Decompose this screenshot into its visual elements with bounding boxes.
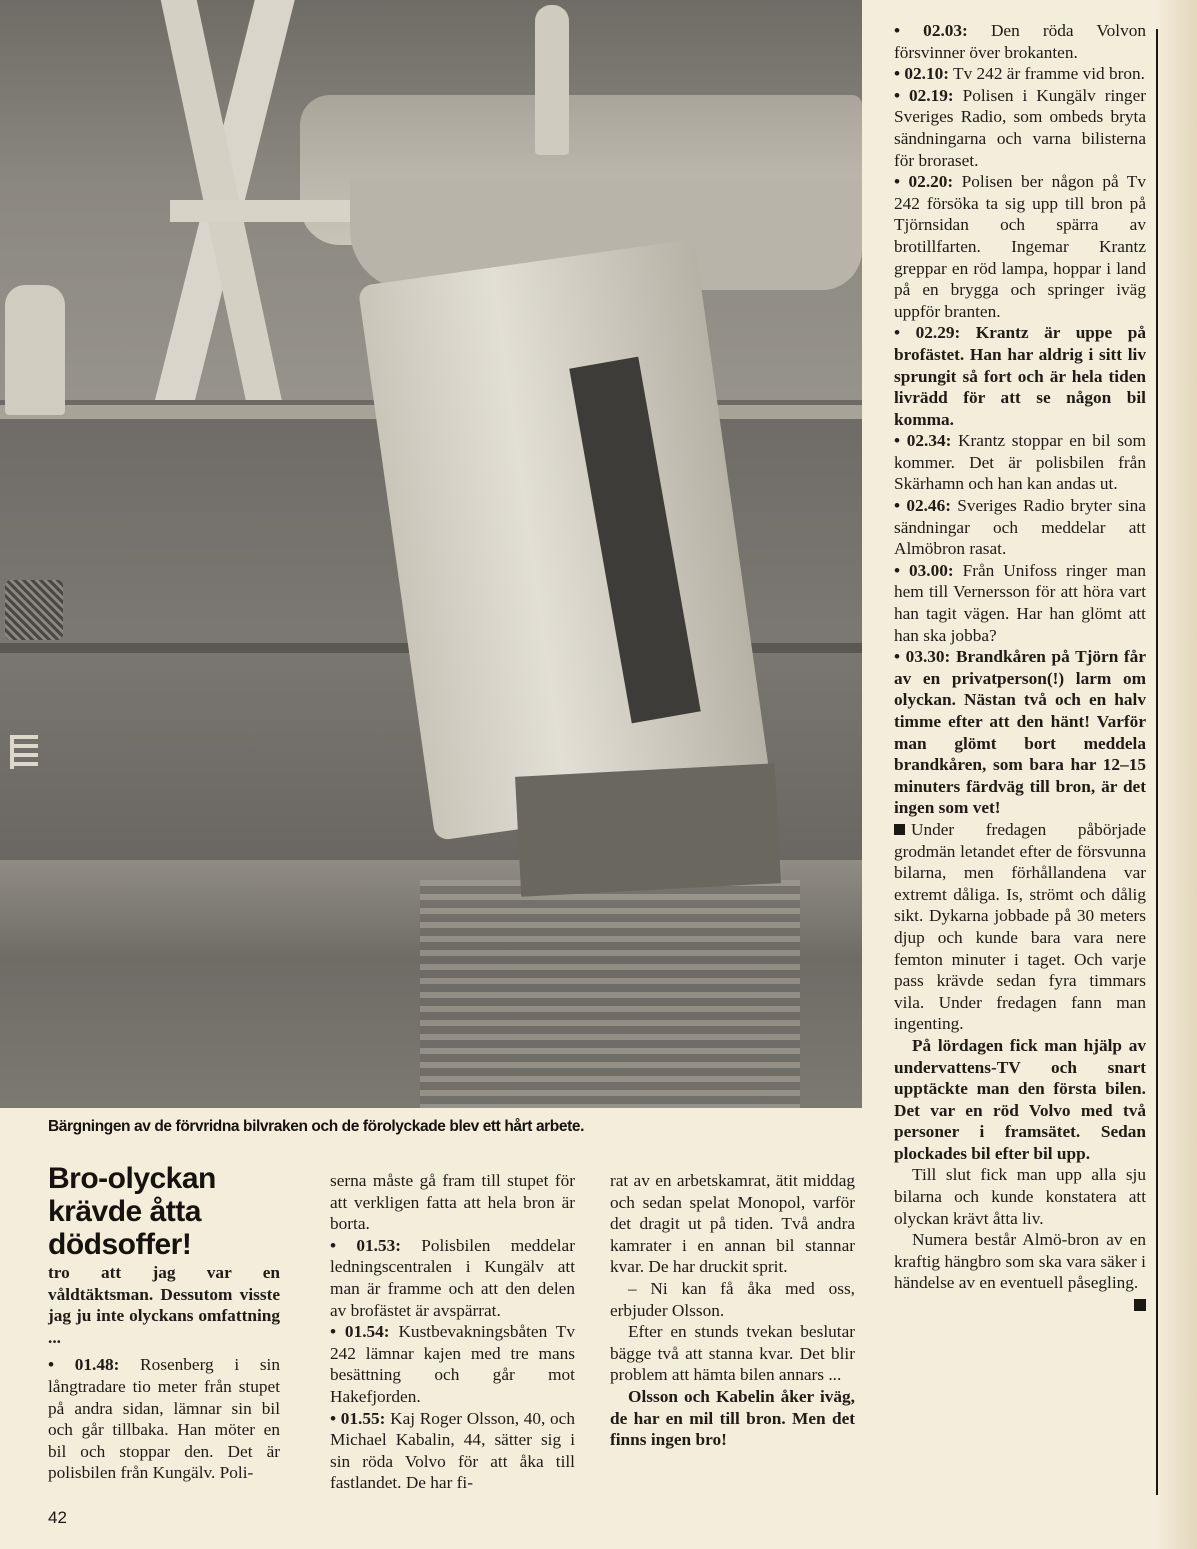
entry-text: Tv 242 är framme vid bron. — [949, 64, 1145, 84]
continuation-text: rat av en arbetskamrat, ätit middag och sedan spelat Monopol, varför det dragit ut på tiden. Två andra kamrater i en annan bil stannar kvar. De har druckit sprit. — [610, 1171, 855, 1277]
entry-text: Polisen ber någon på Tv 242 försöka ta sig upp till bron på Tjörnsidan och spärra av brotillfarten. Ingemar Krantz greppar en röd lampa, hoppar i land på en brygga och springer iväg uppför branten. — [894, 172, 1146, 321]
entry-time: • 02.03: — [894, 21, 968, 40]
entry-time: • 01.54: — [330, 1322, 390, 1342]
entry-time: • 02.19: — [894, 85, 954, 105]
worker-figure — [5, 285, 65, 415]
timeline-entry — [894, 560, 1146, 646]
timeline-entry — [48, 1354, 280, 1484]
section-square-icon — [894, 824, 905, 835]
timeline-entry — [894, 20, 1146, 63]
entry-text: Sveriges Radio bryter sina sändningar och meddelar att Almöbron rasat. — [894, 496, 1146, 559]
article-column-4 — [894, 20, 1146, 1311]
end-mark-icon — [1134, 1299, 1146, 1311]
entry-time: • 02.29: — [894, 323, 961, 343]
entry-time: • 02.34: — [894, 431, 952, 451]
paragraph: Till slut fick man upp alla sju bilarna och kunde konstatera att olyckan krävt åtta liv. — [894, 1165, 1146, 1228]
timeline-entry — [894, 171, 1146, 322]
headline: Bro-olyckan krävde åtta dödsoffer! — [48, 1162, 216, 1261]
timeline-entry — [330, 1235, 575, 1321]
column-rule — [1156, 29, 1158, 1495]
entry-time: • 02.10: — [894, 64, 950, 84]
bold-paragraph: Olsson och Kabelin åker iväg, de har en mil till bron. Men det finns ingen bro! — [610, 1386, 855, 1450]
entry-text: Rosenberg i sin långtradare tio meter från stupet på andra sidan, lämnar sin bil och går tillbaka. Han möter en bil och stoppar den. Det är polisbilen från Kungälv. Poli- — [48, 1355, 280, 1483]
hull-marking — [10, 735, 38, 769]
entry-time: • 02.46: — [894, 496, 951, 516]
photo-caption: Bärgningen av de förvridna bilvraken och de förolyckade blev ett hårt arbete. — [48, 1118, 584, 1135]
entry-text: Polisen i Kungälv ringer Sveriges Radio, som ombeds bryta sändningarna och varna bilisterna för broraset. — [894, 85, 1146, 170]
entry-text: Polisbilen meddelar ledningscentralen i Kungälv att man är framme och att den delen av brofästet är avspärrat. — [330, 1235, 575, 1320]
lead-paragraph: tro att jag var en våldtäktsman. Dessutom visste jag ju inte olyckans omfattning ... — [48, 1263, 280, 1347]
entry-text: Krantz är uppe på brofästet. Han har aldrig i sitt liv sprungit så fort och är hela tiden livrädd för att se någon bil komma. — [894, 323, 1146, 429]
car-front-crushed — [515, 763, 781, 896]
hull-grate — [5, 580, 63, 640]
entry-time: • 01.55: — [330, 1408, 386, 1428]
page-number: 42 — [48, 1508, 67, 1527]
entry-text: Från Unifoss ringer man hem till Vernersson för att höra vart han tagit vägen. Har han glömt att han ska jobba? — [894, 560, 1146, 645]
article-column-2 — [330, 1170, 575, 1494]
timeline-entry — [894, 430, 1146, 495]
entry-time: • 03.30: — [894, 647, 951, 667]
paragraph: Efter en stunds tvekan beslutar bägge två att stanna kvar. Det blir problem att hämta bilen annars ... — [610, 1322, 855, 1385]
entry-text: Kaj Roger Olsson, 40, och Michael Kabalin, 44, sätter sig i sin röda Volvo för att åka till fastlandet. De har fi- — [330, 1408, 575, 1493]
water-reflection — [420, 880, 800, 1108]
section-paragraph: Under fredagen påbörjade grodmän letandet efter de försvunna bilarna, men förhållandena var extremt dåliga. Is, strömt och dålig sikt. Dykarna jobbade på 30 meters djup och kunde bara vara nere femton minuter i taget. Och varje pass krävde sedan fyra timmars vila. Under fredagen fann man ingenting. — [894, 819, 1146, 1034]
timeline-entry — [894, 85, 1146, 171]
entry-text: Krantz stoppar en bil som kommer. Det är polisbilen från Skärhamn och han kan andas ut. — [894, 431, 1146, 494]
crane-crossbar — [170, 200, 350, 222]
entry-text: Kustbevakningsbåten Tv 242 lämnar kajen med tre mans besättning och går mot Hakefjorden. — [330, 1322, 575, 1406]
entry-time: • 01.53: — [330, 1235, 401, 1255]
entry-text: Brandkåren på Tjörn får av en privatperson(!) larm om olyckan. Nästan två och en halv timme efter att den hänt! Varför man glömt bort meddela brandkåren, som bara har 12–15 minuters färdväg till bron, är det ingen som vet! — [894, 647, 1146, 818]
entry-time: • 01.48: — [48, 1355, 120, 1375]
article-column-1 — [48, 1262, 280, 1484]
continuation-text: serna måste gå fram till stupet för att verkligen fatta att hela bron är borta. — [330, 1171, 575, 1234]
timeline-entry — [894, 495, 1146, 560]
timeline-entry — [330, 1321, 575, 1407]
timeline-entry — [894, 63, 1146, 85]
quote-paragraph: – Ni kan få åka med oss, erbjuder Olsson. — [610, 1278, 855, 1320]
bold-paragraph: På lördagen fick man hjälp av undervattens-TV och snart upptäckte man den första bilen. Det var en röd Volvo med två personer i framsätet. Sedan plockades bil efter bil upp. — [894, 1035, 1146, 1163]
timeline-entry — [894, 646, 1146, 819]
entry-text: Den röda Volvon försvinner över brokanten. — [894, 21, 1147, 62]
entry-time: • 03.00: — [894, 560, 954, 580]
closing-paragraph: Numera består Almö-bron av en kraftig hängbro som ska vara säker i händelse av en eventuell påsegling. — [894, 1229, 1146, 1294]
timeline-entry — [330, 1408, 575, 1494]
ship-post — [535, 5, 569, 155]
timeline-entry — [894, 322, 1146, 430]
article-column-3 — [610, 1170, 855, 1451]
page-edge-shadow — [1157, 0, 1197, 1549]
entry-time: • 02.20: — [894, 172, 954, 192]
